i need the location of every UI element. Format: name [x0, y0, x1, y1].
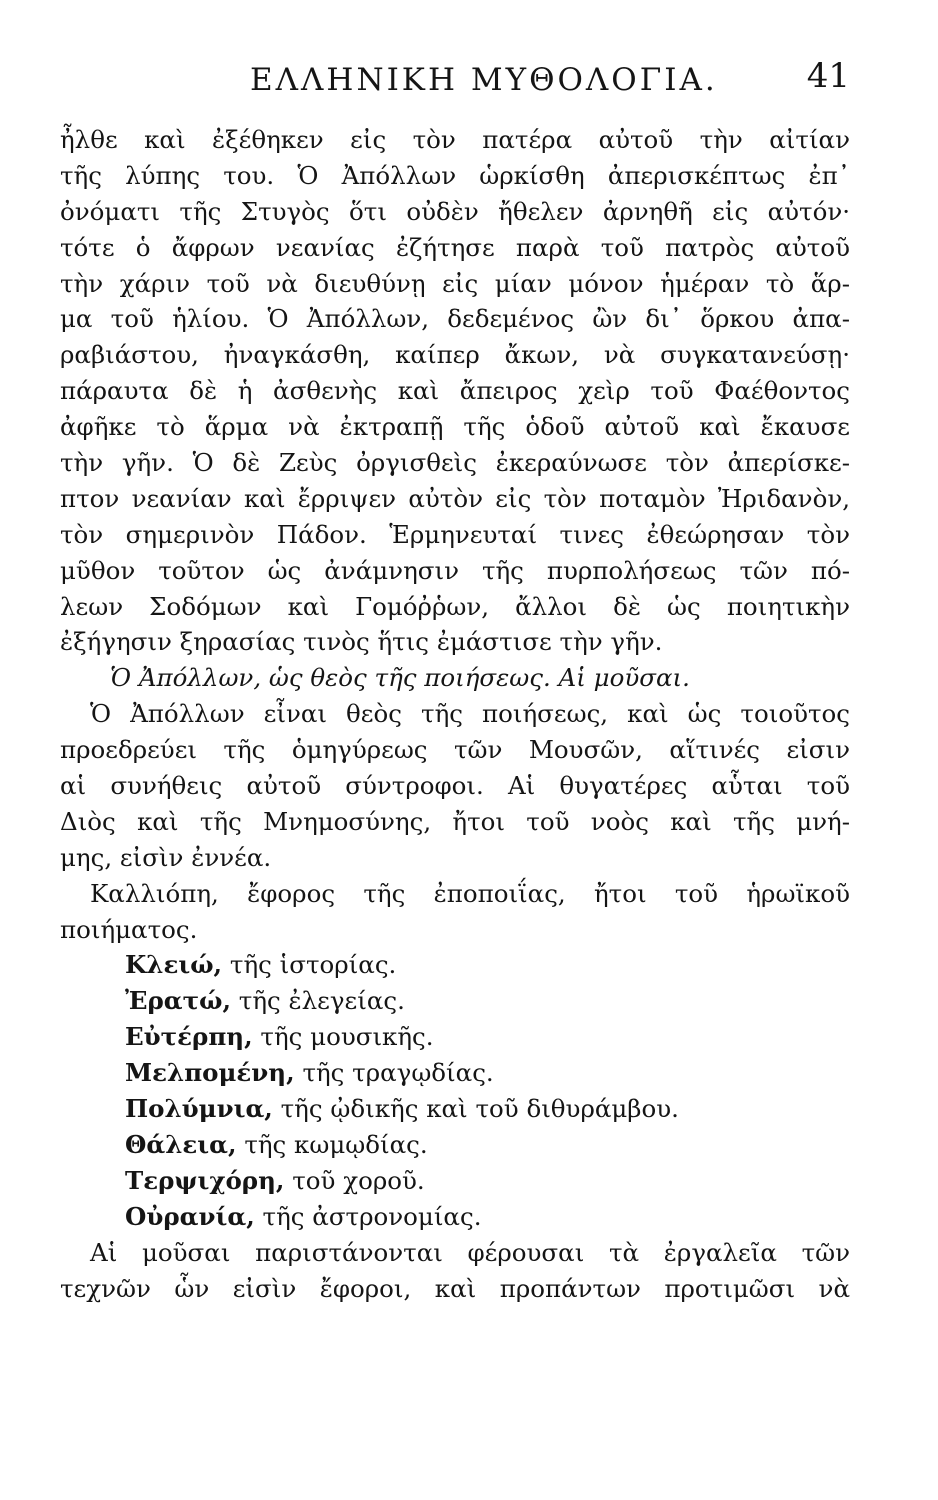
text-line: ραβιάστου, ἠναγκάσθη, καίπερ ἄκων, νὰ συγκατανεύσῃ·: [60, 340, 850, 370]
muse-list-item: [60, 983, 850, 1019]
muse-list-item: [60, 1019, 850, 1055]
text-line: Καλλιόπη, ἔφορος τῆς ἐποποιΐας, ἤτοι τοῦ ἡρωϊκοῦ: [90, 878, 850, 908]
text-line: τὴν γῆν. Ὁ δὲ Ζεὺς ὀργισθεὶς ἐκεραύνωσε τὸν ἀπερίσκε-: [60, 448, 850, 478]
muse-domain: τῆς κωμῳδίας.: [244, 1129, 428, 1159]
paragraph-muses-depiction: [60, 1235, 850, 1307]
text-line: προεδρεύει τῆς ὁμηγύρεως τῶν Μουσῶν, αἵτινές εἰσιν: [60, 735, 850, 765]
text-line: τὸν σημερινὸν Πάδον. Ἑρμηνευταί τινες ἐθεώρησαν τὸν: [60, 519, 850, 549]
muse-name: Πολύμνια,: [125, 1094, 273, 1124]
text-line: ὀνόματι τῆς Στυγὸς ὅτι οὐδὲν ἤθελεν ἀρνηθῆ εἰς αὐτόν·: [60, 196, 850, 226]
text-line: ποιήματος.: [60, 914, 198, 944]
muse-name: Ἐρατώ,: [125, 986, 231, 1016]
muse-domain: τῆς ᾠδικῆς καὶ τοῦ διθυράμβου.: [280, 1094, 679, 1124]
muse-list-item: [60, 1091, 850, 1127]
text-line: ἀφῆκε τὸ ἅρμα νὰ ἐκτραπῇ τῆς ὁδοῦ αὐτοῦ καὶ ἔκαυσε: [60, 412, 850, 442]
text-line: τότε ὁ ἄφρων νεανίας ἐζήτησε παρὰ τοῦ πατρὸς αὐτοῦ: [60, 232, 850, 262]
muses-list: [60, 947, 850, 1234]
muse-name: Οὐρανία,: [125, 1201, 255, 1231]
text-line: πάραυτα δὲ ἡ ἀσθενὴς καὶ ἄπειρος χεὶρ τοῦ Φαέθοντος: [60, 376, 850, 406]
running-title: ΕΛΛΗΝΙΚΗ ΜΥΘΟΛΟΓΙΑ.: [250, 62, 718, 98]
muse-name: Κλειώ,: [125, 950, 223, 980]
muse-list-item: [60, 1055, 850, 1091]
muse-name: Θάλεια,: [125, 1129, 237, 1159]
muse-domain: τῆς ἱστορίας.: [229, 950, 397, 980]
text-line: μῦθον τοῦτον ὡς ἀνάμνησιν τῆς πυρπολήσεως τῶν πό-: [60, 555, 850, 585]
text-line: τεχνῶν ὧν εἰσὶν ἔφοροι, καὶ προπάντων προτιμῶσι νὰ: [60, 1273, 850, 1303]
text-line: Αἱ μοῦσαι παριστάνονται φέρουσαι τὰ ἐργαλεῖα τῶν: [90, 1237, 850, 1267]
text-line: πτον νεανίαν καὶ ἔρριψεν αὐτὸν εἰς τὸν ποταμὸν Ἠριδανὸν,: [60, 483, 850, 513]
running-head: [60, 56, 850, 102]
muse-domain: τοῦ χοροῦ.: [292, 1165, 425, 1195]
text-line: ἐξήγησιν ξηρασίας τινὸς ἥτις ἐμάστισε τὴν γῆν.: [60, 627, 663, 657]
text-line: Διὸς καὶ τῆς Μνημοσύνης, ἤτοι τοῦ νοὸς καὶ τῆς μνή-: [60, 806, 850, 836]
muse-list-item: [60, 1199, 850, 1235]
muse-list-item: [60, 1127, 850, 1163]
muse-domain: τῆς ἀστρονομίας.: [262, 1201, 482, 1231]
muse-domain: τῆς τραγῳδίας.: [302, 1058, 494, 1088]
muse-name: Μελπομένη,: [125, 1058, 295, 1088]
text-line: τῆς λύπης του. Ὁ Ἀπόλλων ὡρκίσθη ἀπερισκέπτως ἐπ᾽: [60, 160, 850, 190]
muse-domain: τῆς μουσικῆς.: [260, 1022, 434, 1052]
page-number: 41: [806, 56, 850, 96]
muse-domain: τῆς ἐλεγείας.: [238, 986, 405, 1016]
text-line: Ὁ Ἀπόλλων εἶναι θεὸς τῆς ποιήσεως, καὶ ὡς τοιοῦτος: [90, 699, 850, 729]
section-heading: Ὁ Ἀπόλλων, ὡς θεὸς τῆς ποιήσεως. Αἱ μοῦσαι.: [110, 663, 690, 693]
text-line: μα τοῦ ἡλίου. Ὁ Ἀπόλλων, δεδεμένος ὢν δι᾽ ὅρκου ἀπα-: [60, 304, 850, 334]
text-line: ἦλθε καὶ ἐξέθηκεν εἰς τὸν πατέρα αὐτοῦ τὴν αἰτίαν: [60, 125, 850, 154]
muse-list-item: [60, 947, 850, 983]
paragraph-phaethon: [60, 122, 850, 660]
muse-name: Εὐτέρπη,: [125, 1022, 253, 1052]
text-line: τὴν χάριν τοῦ νὰ διευθύνῃ εἰς μίαν μόνον ἡμέραν τὸ ἅρ-: [60, 268, 850, 298]
text-line: λεων Σοδόμων καὶ Γομόῤῥων, ἄλλοι δὲ ὡς ποιητικὴν: [60, 591, 850, 621]
muse-name: Τερψιχόρη,: [125, 1165, 285, 1195]
muse-entry-calliope: [60, 876, 850, 948]
paragraph-apollo-muses: [60, 696, 850, 875]
body-text: [60, 122, 850, 1306]
muse-list-item: [60, 1163, 850, 1199]
text-line: μης, εἰσὶν ἐννέα.: [60, 842, 272, 872]
text-line: αἱ συνήθεις αὐτοῦ σύντροφοι. Αἱ θυγατέρες αὗται τοῦ: [60, 771, 850, 801]
